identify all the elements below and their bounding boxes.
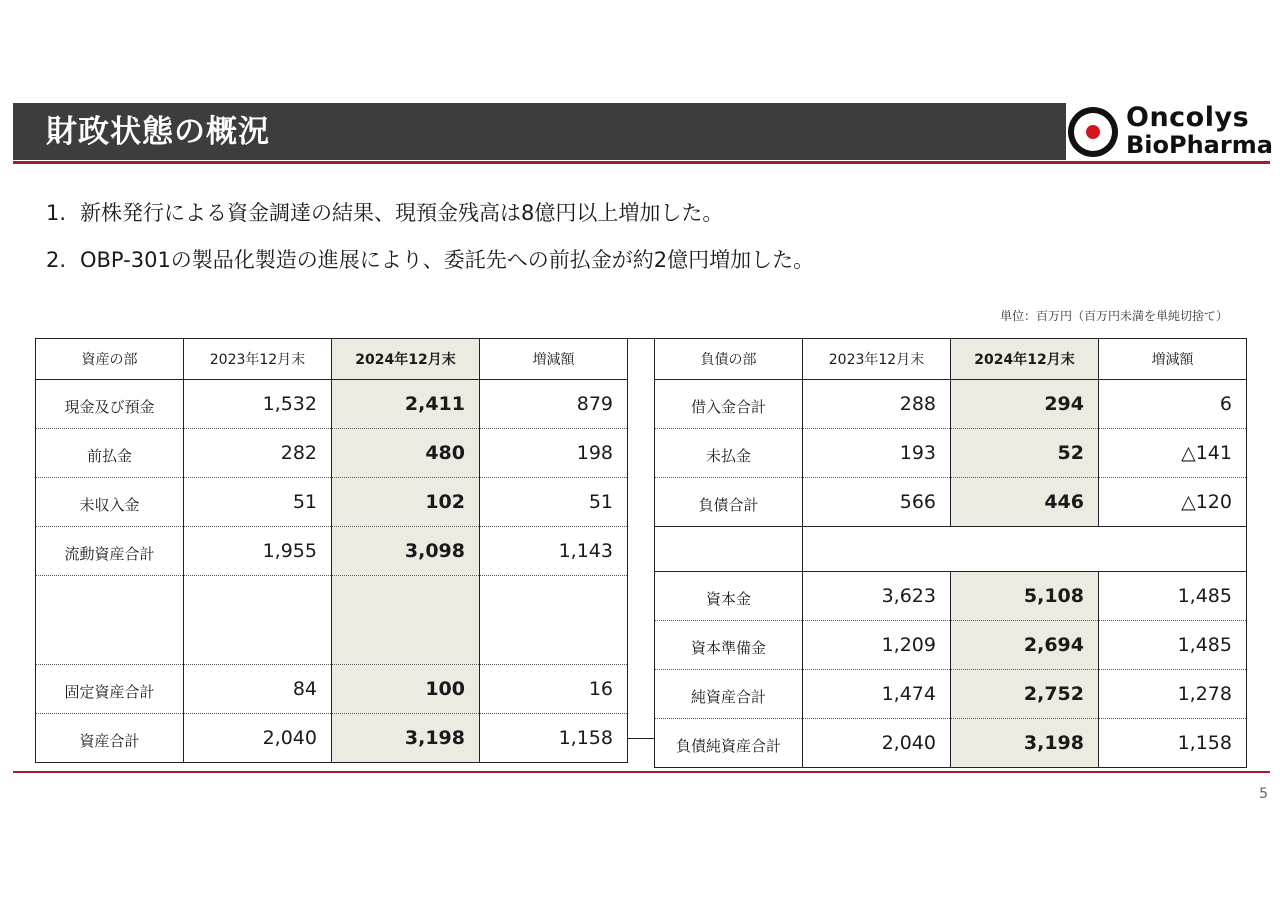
value-2024: 5,108 — [951, 572, 1099, 621]
unit-note: 単位：百万円（百万円未満を単純切捨て） — [999, 309, 1228, 323]
value-2024: 294 — [951, 380, 1099, 429]
column-header: 2023年12月末 — [184, 339, 332, 380]
header-rule — [13, 161, 1270, 164]
table-row — [36, 665, 628, 714]
value-2024: 52 — [951, 429, 1099, 478]
value-2024: 2,411 — [332, 380, 480, 429]
value-2023: 51 — [184, 478, 332, 527]
company-logo — [1066, 102, 1273, 160]
page-number: 5 — [1259, 786, 1268, 802]
value-diff: 198 — [480, 429, 628, 478]
empty-cell — [332, 620, 480, 665]
row-label: 未払金 — [655, 429, 803, 478]
table-row — [655, 719, 1247, 768]
row-label: 借入金合計 — [655, 380, 803, 429]
value-2024: 102 — [332, 478, 480, 527]
logo-mark-icon — [1066, 105, 1120, 159]
value-2024: 3,098 — [332, 527, 480, 576]
table-row — [655, 478, 1247, 527]
value-diff: 16 — [480, 665, 628, 714]
value-2023: 1,474 — [803, 670, 951, 719]
empty-cell — [803, 527, 1247, 572]
value-diff: 1,278 — [1099, 670, 1247, 719]
row-label: 負債合計 — [655, 478, 803, 527]
row-label: 資本金 — [655, 572, 803, 621]
value-diff: 1,158 — [480, 714, 628, 763]
value-diff: 1,485 — [1099, 572, 1247, 621]
value-2023: 1,532 — [184, 380, 332, 429]
table-row — [36, 714, 628, 763]
table-row — [655, 572, 1247, 621]
footer-rule — [13, 771, 1270, 773]
value-2024: 3,198 — [951, 719, 1099, 768]
row-label: 負債純資産合計 — [655, 719, 803, 768]
row-label: 流動資産合計 — [36, 527, 184, 576]
column-header: 2024年12月末 — [951, 339, 1099, 380]
bullet-item — [46, 245, 814, 292]
value-2024: 446 — [951, 478, 1099, 527]
value-2023: 282 — [184, 429, 332, 478]
bullet-text: 新株発行による資金調達の結果、現預金残高は8億円以上増加した。 — [80, 201, 724, 225]
bullet-text: OBP-301の製品化製造の進展により、委託先への前払金が約2億円増加した。 — [80, 248, 815, 272]
value-diff: 1,143 — [480, 527, 628, 576]
value-2024: 100 — [332, 665, 480, 714]
table-row-empty — [36, 620, 628, 665]
empty-cell — [36, 576, 184, 621]
column-header: 増減額 — [480, 339, 628, 380]
column-header: 資産の部 — [36, 339, 184, 380]
value-2023: 2,040 — [184, 714, 332, 763]
empty-cell — [332, 576, 480, 621]
liabilities-table — [654, 338, 1247, 768]
row-label: 資本準備金 — [655, 621, 803, 670]
value-diff: 51 — [480, 478, 628, 527]
column-header: 2024年12月末 — [332, 339, 480, 380]
row-label: 純資産合計 — [655, 670, 803, 719]
table-row — [655, 670, 1247, 719]
value-2023: 3,623 — [803, 572, 951, 621]
value-2023: 566 — [803, 478, 951, 527]
table-row — [36, 478, 628, 527]
table-row — [36, 527, 628, 576]
table-row — [655, 621, 1247, 670]
value-2024: 3,198 — [332, 714, 480, 763]
value-2024: 2,694 — [951, 621, 1099, 670]
table-row-empty — [655, 527, 1247, 572]
value-2023: 84 — [184, 665, 332, 714]
value-2024: 480 — [332, 429, 480, 478]
value-2023: 193 — [803, 429, 951, 478]
bullet-item — [46, 198, 814, 245]
column-header: 増減額 — [1099, 339, 1247, 380]
empty-cell — [655, 527, 803, 572]
empty-cell — [184, 620, 332, 665]
column-header: 2023年12月末 — [803, 339, 951, 380]
bullet-number: 1. — [46, 201, 67, 225]
value-2024: 2,752 — [951, 670, 1099, 719]
value-diff: △141 — [1099, 429, 1247, 478]
value-diff: 1,485 — [1099, 621, 1247, 670]
table-row — [36, 429, 628, 478]
logo-text-biopharma: BioPharma — [1126, 131, 1273, 159]
assets-table — [35, 338, 628, 763]
value-diff: 879 — [480, 380, 628, 429]
value-diff: 6 — [1099, 380, 1247, 429]
row-label: 未収入金 — [36, 478, 184, 527]
row-label: 固定資産合計 — [36, 665, 184, 714]
value-2023: 1,955 — [184, 527, 332, 576]
table-gap — [627, 338, 654, 739]
empty-cell — [36, 620, 184, 665]
bullet-number: 2. — [46, 248, 67, 272]
row-label: 現金及び預金 — [36, 380, 184, 429]
row-label: 資産合計 — [36, 714, 184, 763]
value-2023: 2,040 — [803, 719, 951, 768]
value-2023: 1,209 — [803, 621, 951, 670]
page-title: 財政状態の概況 — [46, 114, 270, 150]
table-row-empty — [36, 576, 628, 621]
value-diff: 1,158 — [1099, 719, 1247, 768]
table-header-row — [655, 339, 1247, 380]
table-row — [655, 429, 1247, 478]
table-row — [36, 380, 628, 429]
summary-bullets — [46, 198, 814, 292]
value-2023: 288 — [803, 380, 951, 429]
value-diff: △120 — [1099, 478, 1247, 527]
empty-cell — [480, 576, 628, 621]
table-header-row — [36, 339, 628, 380]
empty-cell — [480, 620, 628, 665]
logo-text-oncolys: Oncolys — [1126, 102, 1250, 133]
empty-cell — [184, 576, 332, 621]
column-header: 負債の部 — [655, 339, 803, 380]
row-label: 前払金 — [36, 429, 184, 478]
table-row — [655, 380, 1247, 429]
